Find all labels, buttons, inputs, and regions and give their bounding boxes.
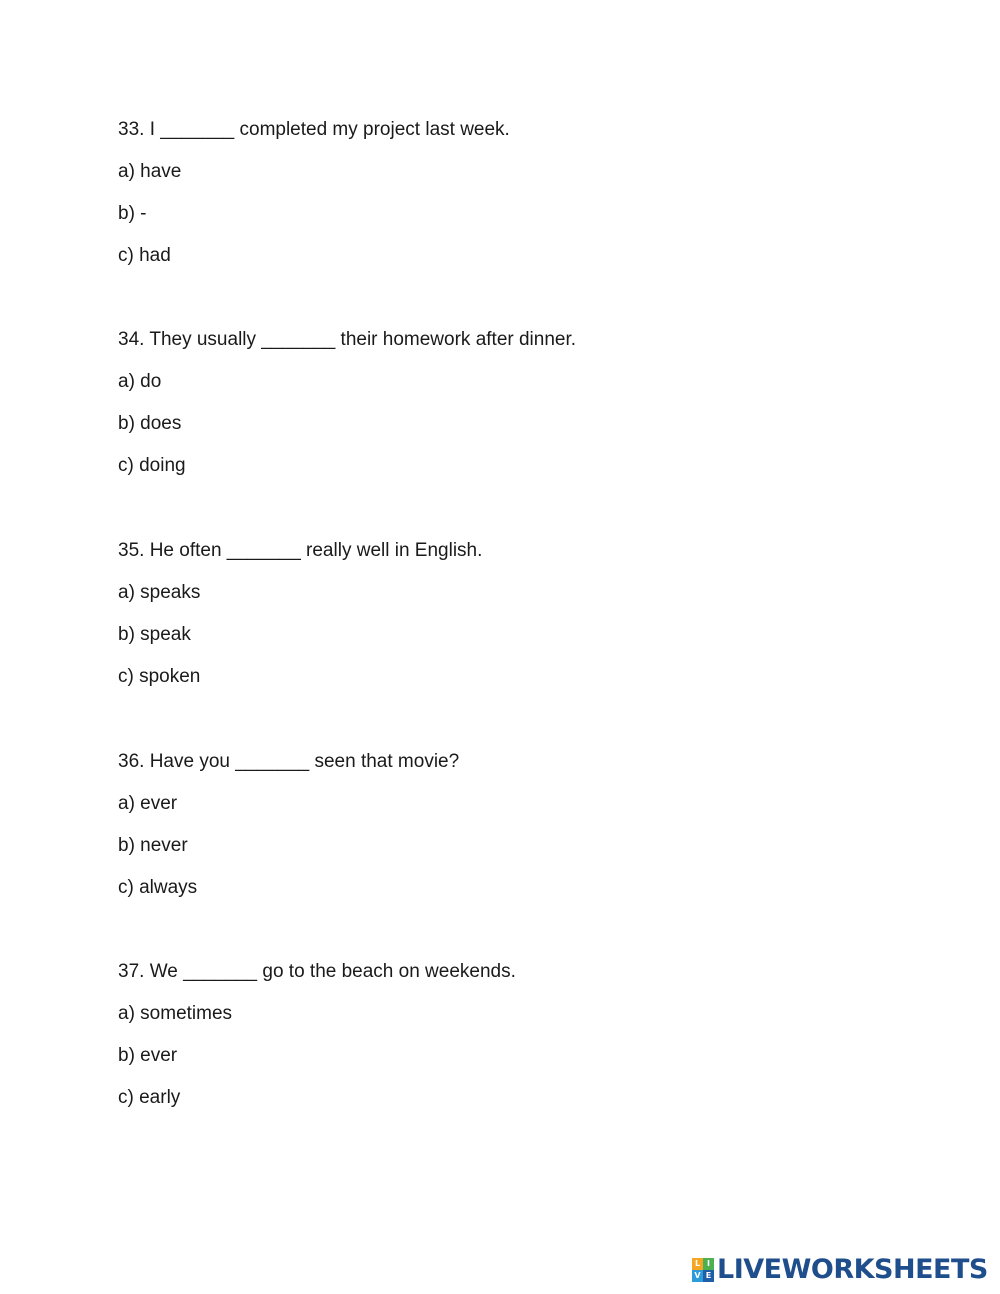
option-b: b) - [118,203,147,224]
option-c: c) early [118,1087,181,1108]
option-b: b) ever [118,1045,178,1066]
option-a: a) speaks [118,582,201,603]
liveworksheets-logo [692,1256,988,1284]
option-c: c) had [118,245,171,266]
option-b: b) never [118,835,188,856]
question-35 [118,540,878,688]
option-c: c) spoken [118,666,201,687]
question-34 [118,329,878,477]
logo-text: LIVEWORKSHEETS [717,1254,988,1285]
option-a: a) sometimes [118,1003,233,1024]
question-33 [118,119,878,267]
question-text: 36. Have you _______ seen that movie? [118,751,460,772]
logo-mark-letter: I [703,1258,714,1270]
question-text: 37. We _______ go to the beach on weekends. [118,961,516,982]
option-c: c) doing [118,455,186,476]
question-text: 35. He often _______ really well in English. [118,540,483,561]
option-a: a) do [118,371,162,392]
question-36 [118,751,878,899]
logo-mark-letter: L [692,1258,703,1270]
option-b: b) does [118,413,182,434]
question-37 [118,961,878,1109]
question-text: 33. I _______ completed my project last week. [118,119,510,140]
liveworksheets-logo-icon [692,1258,714,1282]
option-a: a) have [118,161,182,182]
option-c: c) always [118,877,198,898]
option-b: b) speak [118,624,191,645]
logo-mark-letter: V [692,1270,703,1282]
question-text: 34. They usually _______ their homework after dinner. [118,329,577,350]
option-a: a) ever [118,793,178,814]
logo-mark-letter: E [703,1270,714,1282]
